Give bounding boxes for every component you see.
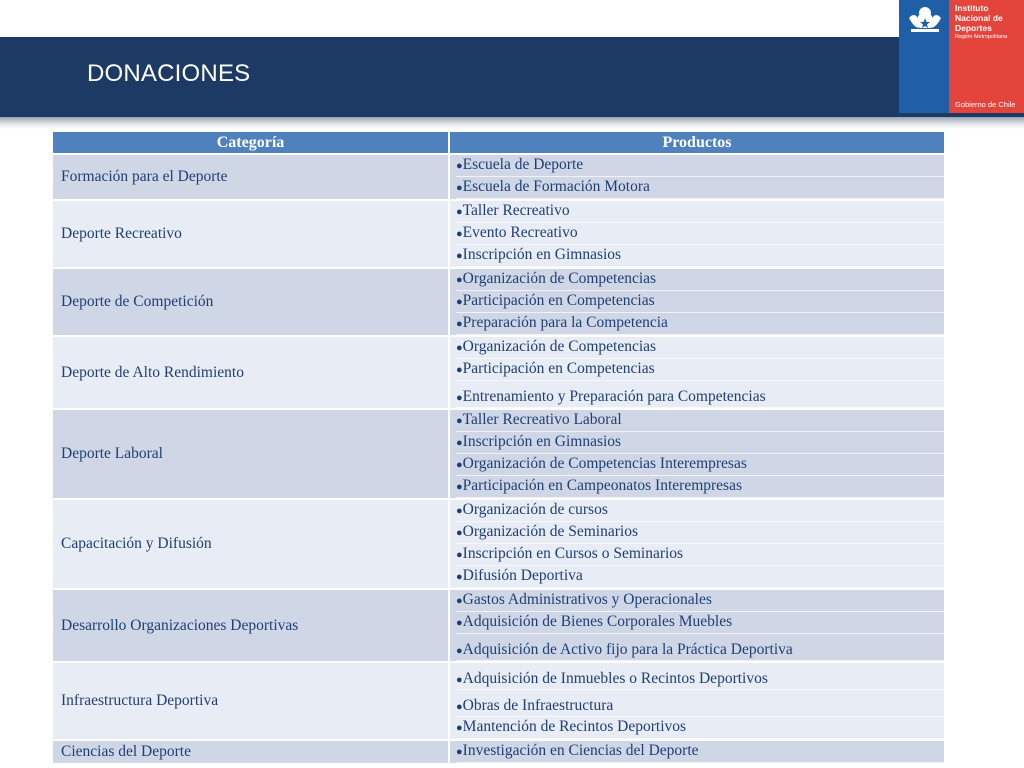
table-row [53,662,944,740]
product-item: ●Escuela de Deporte [456,155,944,177]
category-cell: Desarrollo Organizaciones Deportivas [53,589,449,662]
table-row [53,154,944,200]
logo-line-3: Deportes [955,23,992,33]
product-item: ●Inscripción en Gimnasios [456,432,944,454]
category-cell: Deporte Recreativo [53,200,449,268]
table-row [53,409,944,499]
slide-title: DONACIONES [87,60,251,87]
coat-of-arms-icon [905,4,945,36]
product-item: ●Escuela de Formación Motora [456,177,944,199]
donations-table [53,132,944,763]
product-item: ●Taller Recreativo Laboral [456,410,944,432]
products-cell [449,336,944,409]
products-cell [449,662,944,740]
category-cell: Deporte de Competición [53,268,449,336]
products-cell [449,268,944,336]
table-row [53,268,944,336]
logo-text [955,3,1007,41]
category-cell: Deporte Laboral [53,409,449,499]
header-categoria: Categoría [53,132,449,154]
product-item: ●Participación en Competencias [456,291,944,313]
table-row [53,336,944,409]
product-item: ●Organización de Seminarios [456,522,944,544]
logo-line-4: Región Metropolitana [955,34,1008,40]
header-productos: Productos [449,132,944,154]
product-item: ●Taller Recreativo [456,201,944,223]
product-item: ●Obras de Infraestructura [456,690,944,717]
logo-line-2: Nacional de [955,13,1003,23]
table-row [53,589,944,662]
table-row [53,200,944,268]
category-cell: Formación para el Deporte [53,154,449,200]
ind-logo [899,0,1024,113]
product-item: ●Participación en Competencias [456,359,944,381]
product-item: ●Adquisición de Activo fijo para la Práctica Deportiva [456,634,944,661]
logo-line-1: Instituto [955,3,989,13]
category-cell: Ciencias del Deporte [53,740,449,763]
product-item: ●Organización de cursos [456,500,944,522]
logo-footer: Gobierno de Chile [955,100,1016,109]
product-item: ●Preparación para la Competencia [456,313,944,335]
product-item: ●Inscripción en Cursos o Seminarios [456,544,944,566]
product-item: ●Entrenamiento y Preparación para Competencias [456,381,944,408]
product-item: ●Mantención de Recintos Deportivos [456,717,944,739]
category-cell: Capacitación y Difusión [53,499,449,589]
products-cell [449,154,944,200]
product-item: ●Inscripción en Gimnasios [456,245,944,267]
product-item: ●Organización de Competencias [456,337,944,359]
category-cell: Infraestructura Deportiva [53,662,449,740]
products-cell [449,589,944,662]
products-cell [449,740,944,763]
category-cell: Deporte de Alto Rendimiento [53,336,449,409]
product-item: ●Adquisición de Inmuebles o Recintos Deportivos [456,663,944,690]
table-row [53,499,944,589]
product-item: ●Participación en Campeonatos Interempresas [456,476,944,498]
table-row [53,740,944,763]
header-shadow [0,117,1024,129]
product-item: ●Difusión Deportiva [456,566,944,588]
product-item: ●Organización de Competencias Interempresas [456,454,944,476]
products-cell [449,409,944,499]
product-item: ●Investigación en Ciencias del Deporte [456,741,944,763]
product-item: ●Gastos Administrativos y Operacionales [456,590,944,612]
products-cell [449,200,944,268]
table-header-row [53,132,944,154]
product-item: ●Organización de Competencias [456,269,944,291]
product-item: ●Adquisición de Bienes Corporales Muebles [456,612,944,634]
products-cell [449,499,944,589]
product-item: ●Evento Recreativo [456,223,944,245]
